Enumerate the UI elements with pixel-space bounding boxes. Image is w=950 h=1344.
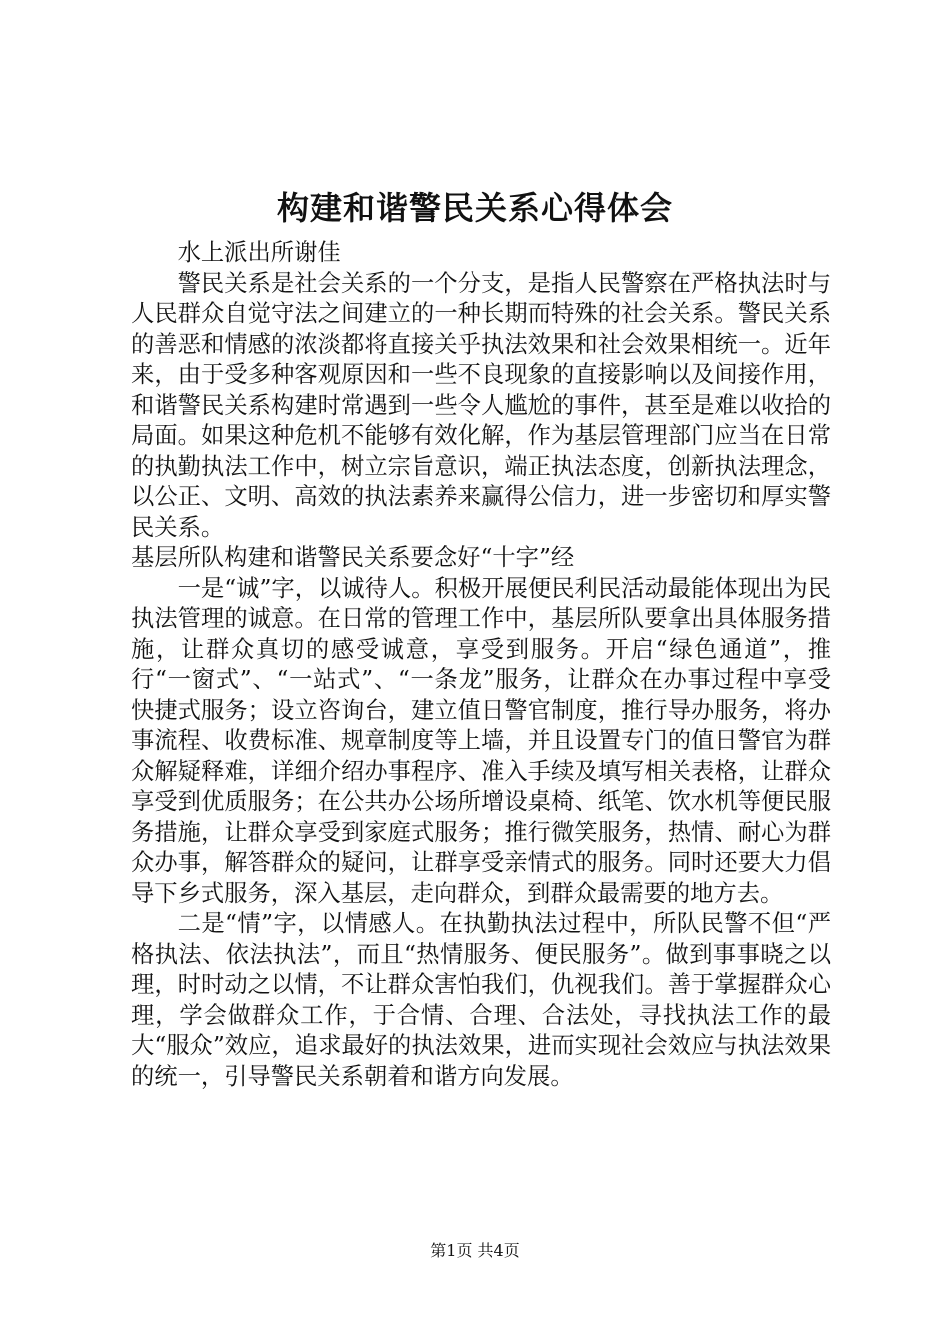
document-title: 构建和谐警民关系心得体会	[276, 189, 673, 227]
document-body	[131, 238, 831, 1092]
byline: 水上派出所谢佳	[177, 239, 341, 266]
page-footer: 第1页 共4页	[430, 1241, 520, 1260]
paragraph-intro: 警民关系是社会关系的一个分支，是指人民警察在严格执法时与人民群众自觉守法之间建立的一种长期而特殊的社会关系。警民关系的善恶和情感的浓淡都将直接关乎执法效果和社会效果相统一。近年来，由于受多种客观原因和一些不良现象的直接影响以及间接作用，和谐警民关系构建时常遇到一些令人尴尬的事件，甚至是难以收拾的局面。如果这种危机不能够有效化解，作为基层管理部门应当在日常的执勤执法工作中，树立宗旨意识，端正执法态度，创新执法理念，以公正、文明、高效的执法素养来赢得公信力，进一步密切和厚实警民关系。	[131, 269, 831, 541]
paragraph-sincerity: 一是“诚”字，以诚待人。积极开展便民利民活动最能体现出为民执法管理的诚意。在日常的管理工作中，基层所队要拿出具体服务措施，让群众真切的感受诚意，享受到服务。开启“绿色通道”，推行“一窗式”、“一站式”、“一条龙”服务，让群众在办事过程中享受快捷式服务；设立咨询台，建立值日警官制度，推行导办服务，将办事流程、收费标准、规章制度等上墙，并且设置专门的值日警官为群众解疑释难，详细介绍办事程序、准入手续及填写相关表格，让群众享受到优质服务；在公共办公场所增设桌椅、纸笔、饮水机等便民服务措施，让群众享受到家庭式服务；推行微笑服务，热情、耐心为群众办事，解答群众的疑问，让群享受亲情式的服务。同时还要大力倡导下乡式服务，深入基层，走向群众，到群众最需要的地方去。	[131, 574, 831, 907]
section-heading: 基层所队构建和谐警民关系要念好“十字”经	[131, 544, 575, 571]
paragraph-emotion: 二是“情”字，以情感人。在执勤执法过程中，所队民警不但“严格执法、依法执法”，而且“热情服务、便民服务”。做到事事晓之以理，时时动之以情，不让群众害怕我们，仇视我们。善于掌握群众心理，学会做群众工作，于合情、合理、合法处，寻找执法工作的最大“服众”效应，追求最好的执法效果，进而实现社会效应与执法效果的统一，引导警民关系朝着和谐方向发展。	[131, 910, 831, 1090]
